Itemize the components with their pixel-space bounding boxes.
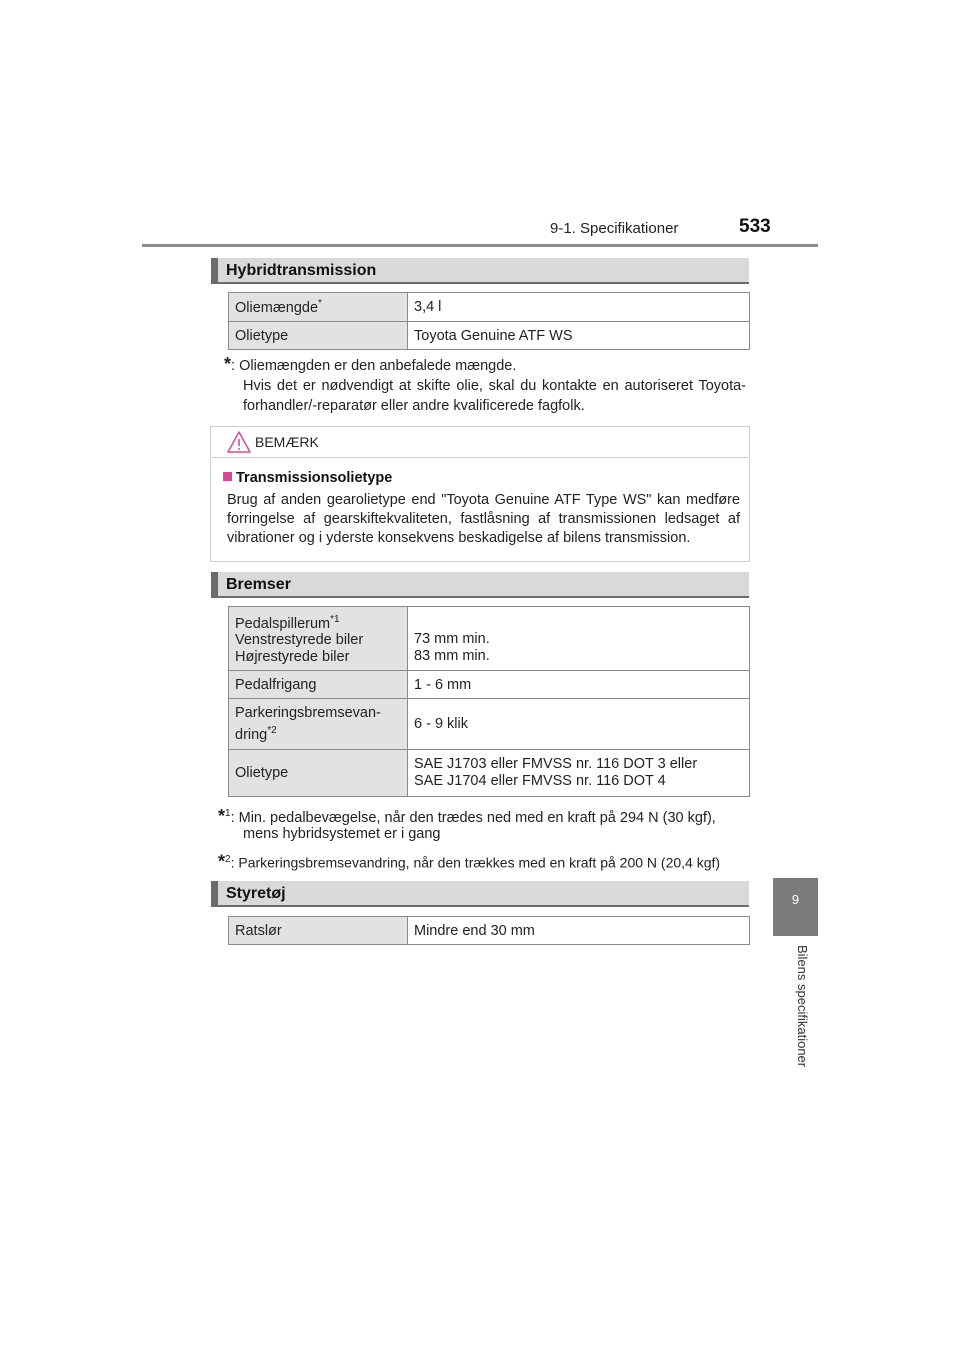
table-key: Oliemængde* [229, 293, 408, 322]
table-key: Pedalfrigang [229, 671, 408, 699]
note-body: Brug af anden gearolietype end "Toyota Genuine ATF Type WS" kan medføre forringelse af gearskiftekvaliteten, fastlåsning af transmissionen ledsaget af vibrationer og i yderste konsekvens beskadigelse af bilens transmission. [227, 492, 740, 546]
hybrid-spec-table [228, 292, 750, 350]
warning-triangle-icon [226, 430, 252, 454]
brakes-spec-table [228, 606, 750, 797]
note-subtitle: Transmissionsolietype [223, 470, 392, 486]
header-divider [142, 244, 818, 247]
table-row [229, 917, 750, 945]
footnote-oil: *: Oliemængden er den anbefalede mængde. [224, 354, 517, 374]
table-value: 3,4 l [408, 293, 750, 322]
table-row [229, 671, 750, 699]
note-header [211, 427, 749, 458]
section-heading-hybrid: Hybridtransmission [211, 258, 749, 284]
table-key: Ratslør [229, 917, 408, 945]
note-box [210, 426, 750, 562]
table-value: Toyota Genuine ATF WS [408, 322, 750, 350]
bullet-square-icon [223, 472, 232, 481]
table-key: Pedalspillerum$^{*1}$ Venstrestyrede biler Højrestyrede biler [229, 607, 408, 671]
section-title: 9-1. Specifikationer [550, 220, 679, 237]
section-heading-steering: Styretøj [211, 881, 749, 907]
footnote-oil-cont: Hvis det er nødvendigt at skifte olie, skal du kontakte en autoriseret Toyota-forhandler/-reparatør eller andre kvalificerede fagfolk. [243, 378, 746, 414]
section-heading-brakes: Bremser [211, 572, 749, 598]
table-value: Mindre end 30 mm [408, 917, 750, 945]
table-key: Olietype [229, 322, 408, 350]
steering-spec-table [228, 916, 750, 945]
table-value: 73 mm min. 83 mm min. [408, 607, 750, 671]
footnote-pedal: *$^1$: Min. pedalbevægelse, når den trædes ned med en kraft på 294 N (30 kgf), [218, 805, 716, 826]
footnote-ref: * [318, 298, 322, 310]
table-row [229, 322, 750, 350]
table-value: 1 - 6 mm [408, 671, 750, 699]
note-title: BEMÆRK [255, 434, 319, 450]
chapter-tab: 9 [773, 878, 818, 936]
page-number: 533 [739, 216, 771, 237]
table-row [229, 293, 750, 322]
footnote-parking: *$^2$: Parkeringsbremsevandring, når den trækkes med en kraft på 200 N (20,4 kgf) [218, 851, 721, 872]
footnote-pedal-cont: mens hybridsystemet er i gang [243, 826, 441, 842]
table-row [229, 750, 750, 797]
table-value: 6 - 9 klik [408, 699, 750, 750]
footnote-ref: *2 [267, 724, 277, 736]
table-row [229, 607, 750, 671]
table-value: SAE J1703 eller FMVSS nr. 116 DOT 3 eller SAE J1704 eller FMVSS nr. 116 DOT 4 [408, 750, 750, 797]
table-row [229, 699, 750, 750]
table-key: Olietype [229, 750, 408, 797]
table-key: Parkeringsbremsevan- dring$^{*2}$ [229, 699, 408, 750]
footnote-ref: *1 [330, 613, 340, 625]
chapter-label: Bilens specifikationer [795, 945, 810, 1068]
